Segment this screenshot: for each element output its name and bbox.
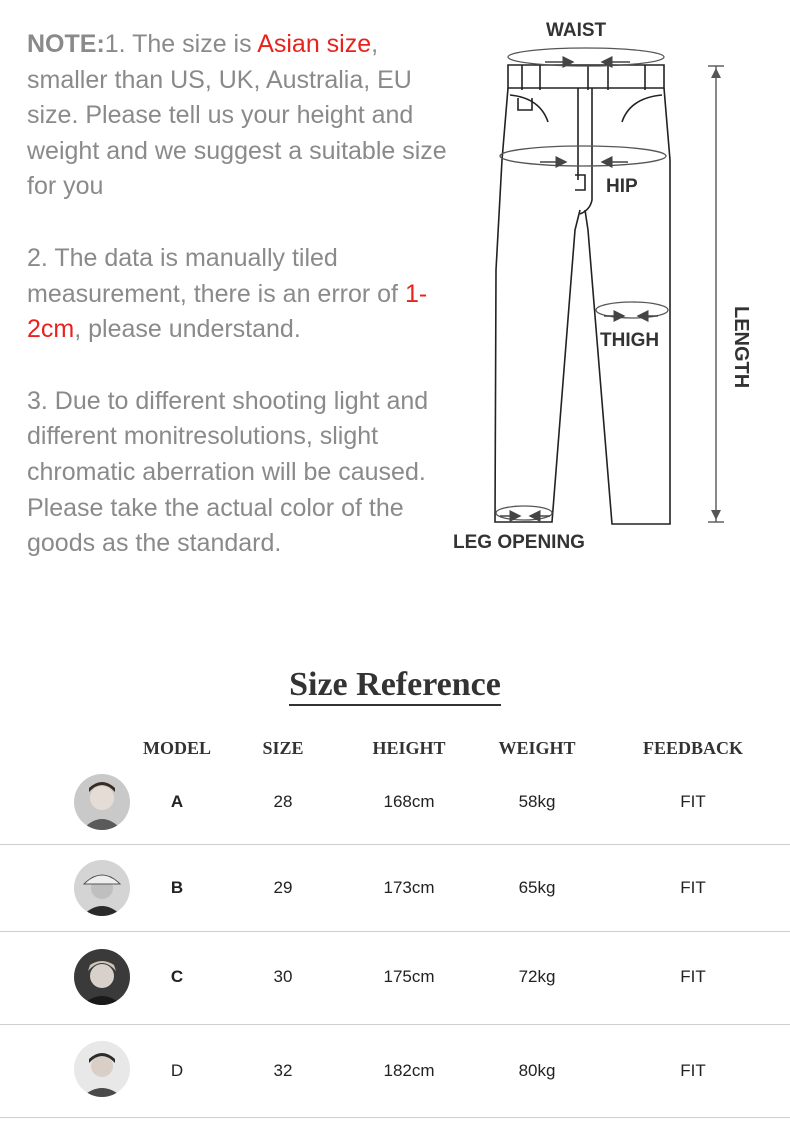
- weight-cell: 58kg: [518, 792, 556, 811]
- feedback-cell: FIT: [680, 967, 706, 986]
- feedback-cell: FIT: [680, 1061, 706, 1080]
- asian-size-highlight: Asian size: [257, 30, 372, 58]
- model-cell: C: [170, 967, 184, 986]
- model-cell: D: [170, 1061, 184, 1080]
- weight-cell: 80kg: [518, 1061, 556, 1080]
- height-cell: 175cm: [383, 967, 435, 986]
- weight-cell: 72kg: [518, 967, 556, 986]
- avatar: [74, 1041, 130, 1097]
- note-1-text-cont: , smaller than US, UK, Australia, EU size. Please tell us your height and weight and we suggest a suitable size for you: [27, 30, 447, 201]
- hip-label: HIP: [606, 176, 638, 197]
- header-size: SIZE: [262, 738, 304, 758]
- size-cell: 30: [273, 967, 293, 986]
- size-cell: 32: [273, 1061, 293, 1080]
- feedback-cell: FIT: [680, 792, 706, 811]
- pants-outline-icon: [440, 10, 790, 570]
- avatar: [74, 860, 130, 916]
- row-divider: [0, 1117, 790, 1118]
- leg-opening-label: LEG OPENING: [453, 532, 585, 553]
- height-cell: 173cm: [383, 878, 435, 897]
- avatar: [74, 774, 130, 830]
- row-divider: [0, 844, 790, 845]
- row-divider: [0, 1024, 790, 1025]
- note-2-text: 2. The data is manually tiled measurement, there is an error of: [27, 243, 405, 308]
- height-cell: 168cm: [383, 792, 435, 811]
- header-model: MODEL: [142, 738, 212, 758]
- size-cell: 28: [273, 792, 293, 811]
- length-label: LENGTH: [730, 306, 752, 389]
- error-range-highlight: 1-2cm: [27, 279, 428, 344]
- header-weight: WEIGHT: [498, 738, 576, 758]
- note-1-text: 1. The size is: [104, 30, 258, 58]
- note-2: [27, 241, 457, 348]
- model-cell: B: [170, 878, 184, 897]
- pants-measurement-diagram: [440, 10, 790, 570]
- model-cell: A: [170, 792, 184, 811]
- header-feedback: FEEDBACK: [642, 738, 744, 758]
- size-cell: 29: [273, 878, 293, 897]
- avatar: [74, 949, 130, 1005]
- row-divider: [0, 931, 790, 932]
- note-1: [27, 27, 457, 205]
- weight-cell: 65kg: [518, 878, 556, 897]
- note-label: NOTE:: [27, 30, 105, 58]
- size-notes: [27, 27, 457, 598]
- thigh-label: THIGH: [600, 330, 660, 351]
- size-reference-title: Size Reference: [0, 666, 790, 704]
- note-3: 3. Due to different shooting light and different monitresolutions, slight chromatic aberration will be caused. Please take the actual color of the goods as the standard.: [27, 386, 429, 558]
- note-2-text-cont: , please understand.: [74, 315, 301, 344]
- feedback-cell: FIT: [680, 878, 706, 897]
- header-height: HEIGHT: [372, 738, 446, 758]
- height-cell: 182cm: [383, 1061, 435, 1080]
- waist-label: WAIST: [546, 20, 607, 41]
